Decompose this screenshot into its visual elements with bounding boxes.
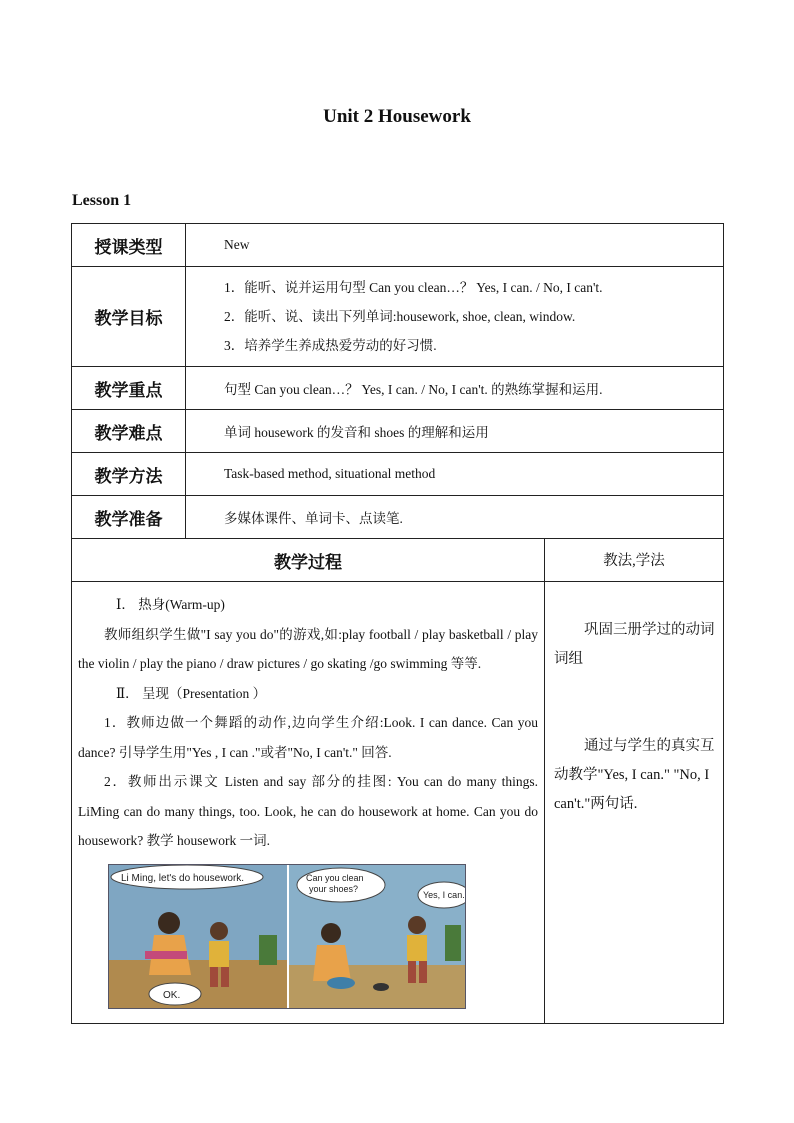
plant bbox=[445, 925, 461, 961]
textbook-illustration bbox=[108, 864, 466, 1009]
row-difficulties bbox=[72, 410, 724, 453]
objective-item: 2．能听、说、读出下列单词:housework, shoe, clean, window. bbox=[224, 309, 576, 324]
floor-left bbox=[109, 960, 287, 1008]
mother-head bbox=[321, 923, 341, 943]
process-body bbox=[72, 582, 545, 1024]
label-difficulties: 教学难点 bbox=[72, 410, 186, 453]
presentation-step-1: 1．教师边做一个舞蹈的动作,边向学生介绍:Look. I can dance. Can you dance? 引导学生用"Yes , I can ."或者"No, I can't." 回答. bbox=[78, 715, 538, 760]
boy-leg bbox=[221, 967, 229, 987]
value-preparation: 多媒体课件、单词卡、点读笔. bbox=[186, 496, 724, 539]
row-type bbox=[72, 224, 724, 267]
shoe bbox=[373, 983, 389, 991]
value-key-points: 句型 Can you clean…？ Yes, I can. / No, I can't. 的熟练掌握和运用. bbox=[186, 367, 724, 410]
value-objectives bbox=[186, 267, 724, 367]
row-process-body bbox=[72, 582, 724, 1024]
bubble-text-2: Can you clean your shoes? bbox=[306, 872, 364, 894]
apron bbox=[145, 951, 187, 959]
boy-head bbox=[408, 916, 426, 934]
label-key-points: 教学重点 bbox=[72, 367, 186, 410]
panel-divider bbox=[287, 865, 289, 1008]
note-item: 通过与学生的真实互动教学"Yes, I can." "No, I can't."两句话. bbox=[554, 738, 715, 812]
bubble-text-1: Li Ming, let's do housework. bbox=[121, 872, 245, 884]
boy-shirt bbox=[209, 941, 229, 967]
notes-header: 教法,学法 bbox=[545, 539, 724, 582]
wash-basin bbox=[327, 977, 355, 989]
value-type: New bbox=[186, 224, 724, 267]
boy-leg bbox=[419, 961, 427, 983]
boy-leg bbox=[210, 967, 218, 987]
mother-head bbox=[158, 912, 180, 934]
process-header: 教学过程 bbox=[72, 539, 545, 582]
label-preparation: 教学准备 bbox=[72, 496, 186, 539]
presentation-step-2: 2．教师出示课文 Listen and say 部分的挂图: You can do many things. LiMing can do many things, too. Look, he can do housework at home. Can you do housework? 教学 housework 一词. bbox=[78, 774, 538, 848]
warmup-text: 教师组织学生做"I say you do"的游戏,如:play football / play basketball / play the violin / play the piano / draw pictures / go skating /go swimming 等等. bbox=[78, 626, 538, 671]
mother-dress bbox=[313, 945, 351, 981]
plant bbox=[259, 935, 277, 965]
row-methods bbox=[72, 453, 724, 496]
bubble-text-3: Yes, I can. bbox=[423, 889, 465, 900]
warmup-heading: Ⅰ． 热身(Warm-up) bbox=[116, 597, 225, 612]
row-key-points bbox=[72, 367, 724, 410]
row-preparation bbox=[72, 496, 724, 539]
label-objectives: 教学目标 bbox=[72, 267, 186, 367]
lesson-heading: Lesson 1 bbox=[72, 192, 132, 209]
boy-shirt bbox=[407, 935, 427, 961]
note-item: 巩固三册学过的动词词组 bbox=[554, 622, 715, 667]
lesson-plan-table bbox=[71, 223, 724, 1024]
page-title: Unit 2 Housework bbox=[323, 106, 471, 127]
illustration-svg bbox=[109, 865, 465, 1008]
objective-item: 1．能听、说并运用句型 Can you clean…？ Yes, I can. / No, I can't. bbox=[224, 280, 603, 295]
bubble-text-4: OK. bbox=[163, 989, 181, 1001]
boy-leg bbox=[408, 961, 416, 983]
objective-item: 3．培养学生养成热爱劳动的好习惯. bbox=[224, 338, 437, 353]
label-methods: 教学方法 bbox=[72, 453, 186, 496]
boy-head bbox=[210, 922, 228, 940]
value-methods: Task-based method, situational method bbox=[186, 453, 724, 496]
presentation-heading: Ⅱ． 呈现（Presentation ） bbox=[116, 685, 267, 701]
value-difficulties: 单词 housework 的发音和 shoes 的理解和运用 bbox=[186, 410, 724, 453]
label-type: 授课类型 bbox=[72, 224, 186, 267]
notes-body bbox=[545, 582, 724, 1024]
row-objectives bbox=[72, 267, 724, 367]
row-process-header bbox=[72, 539, 724, 582]
